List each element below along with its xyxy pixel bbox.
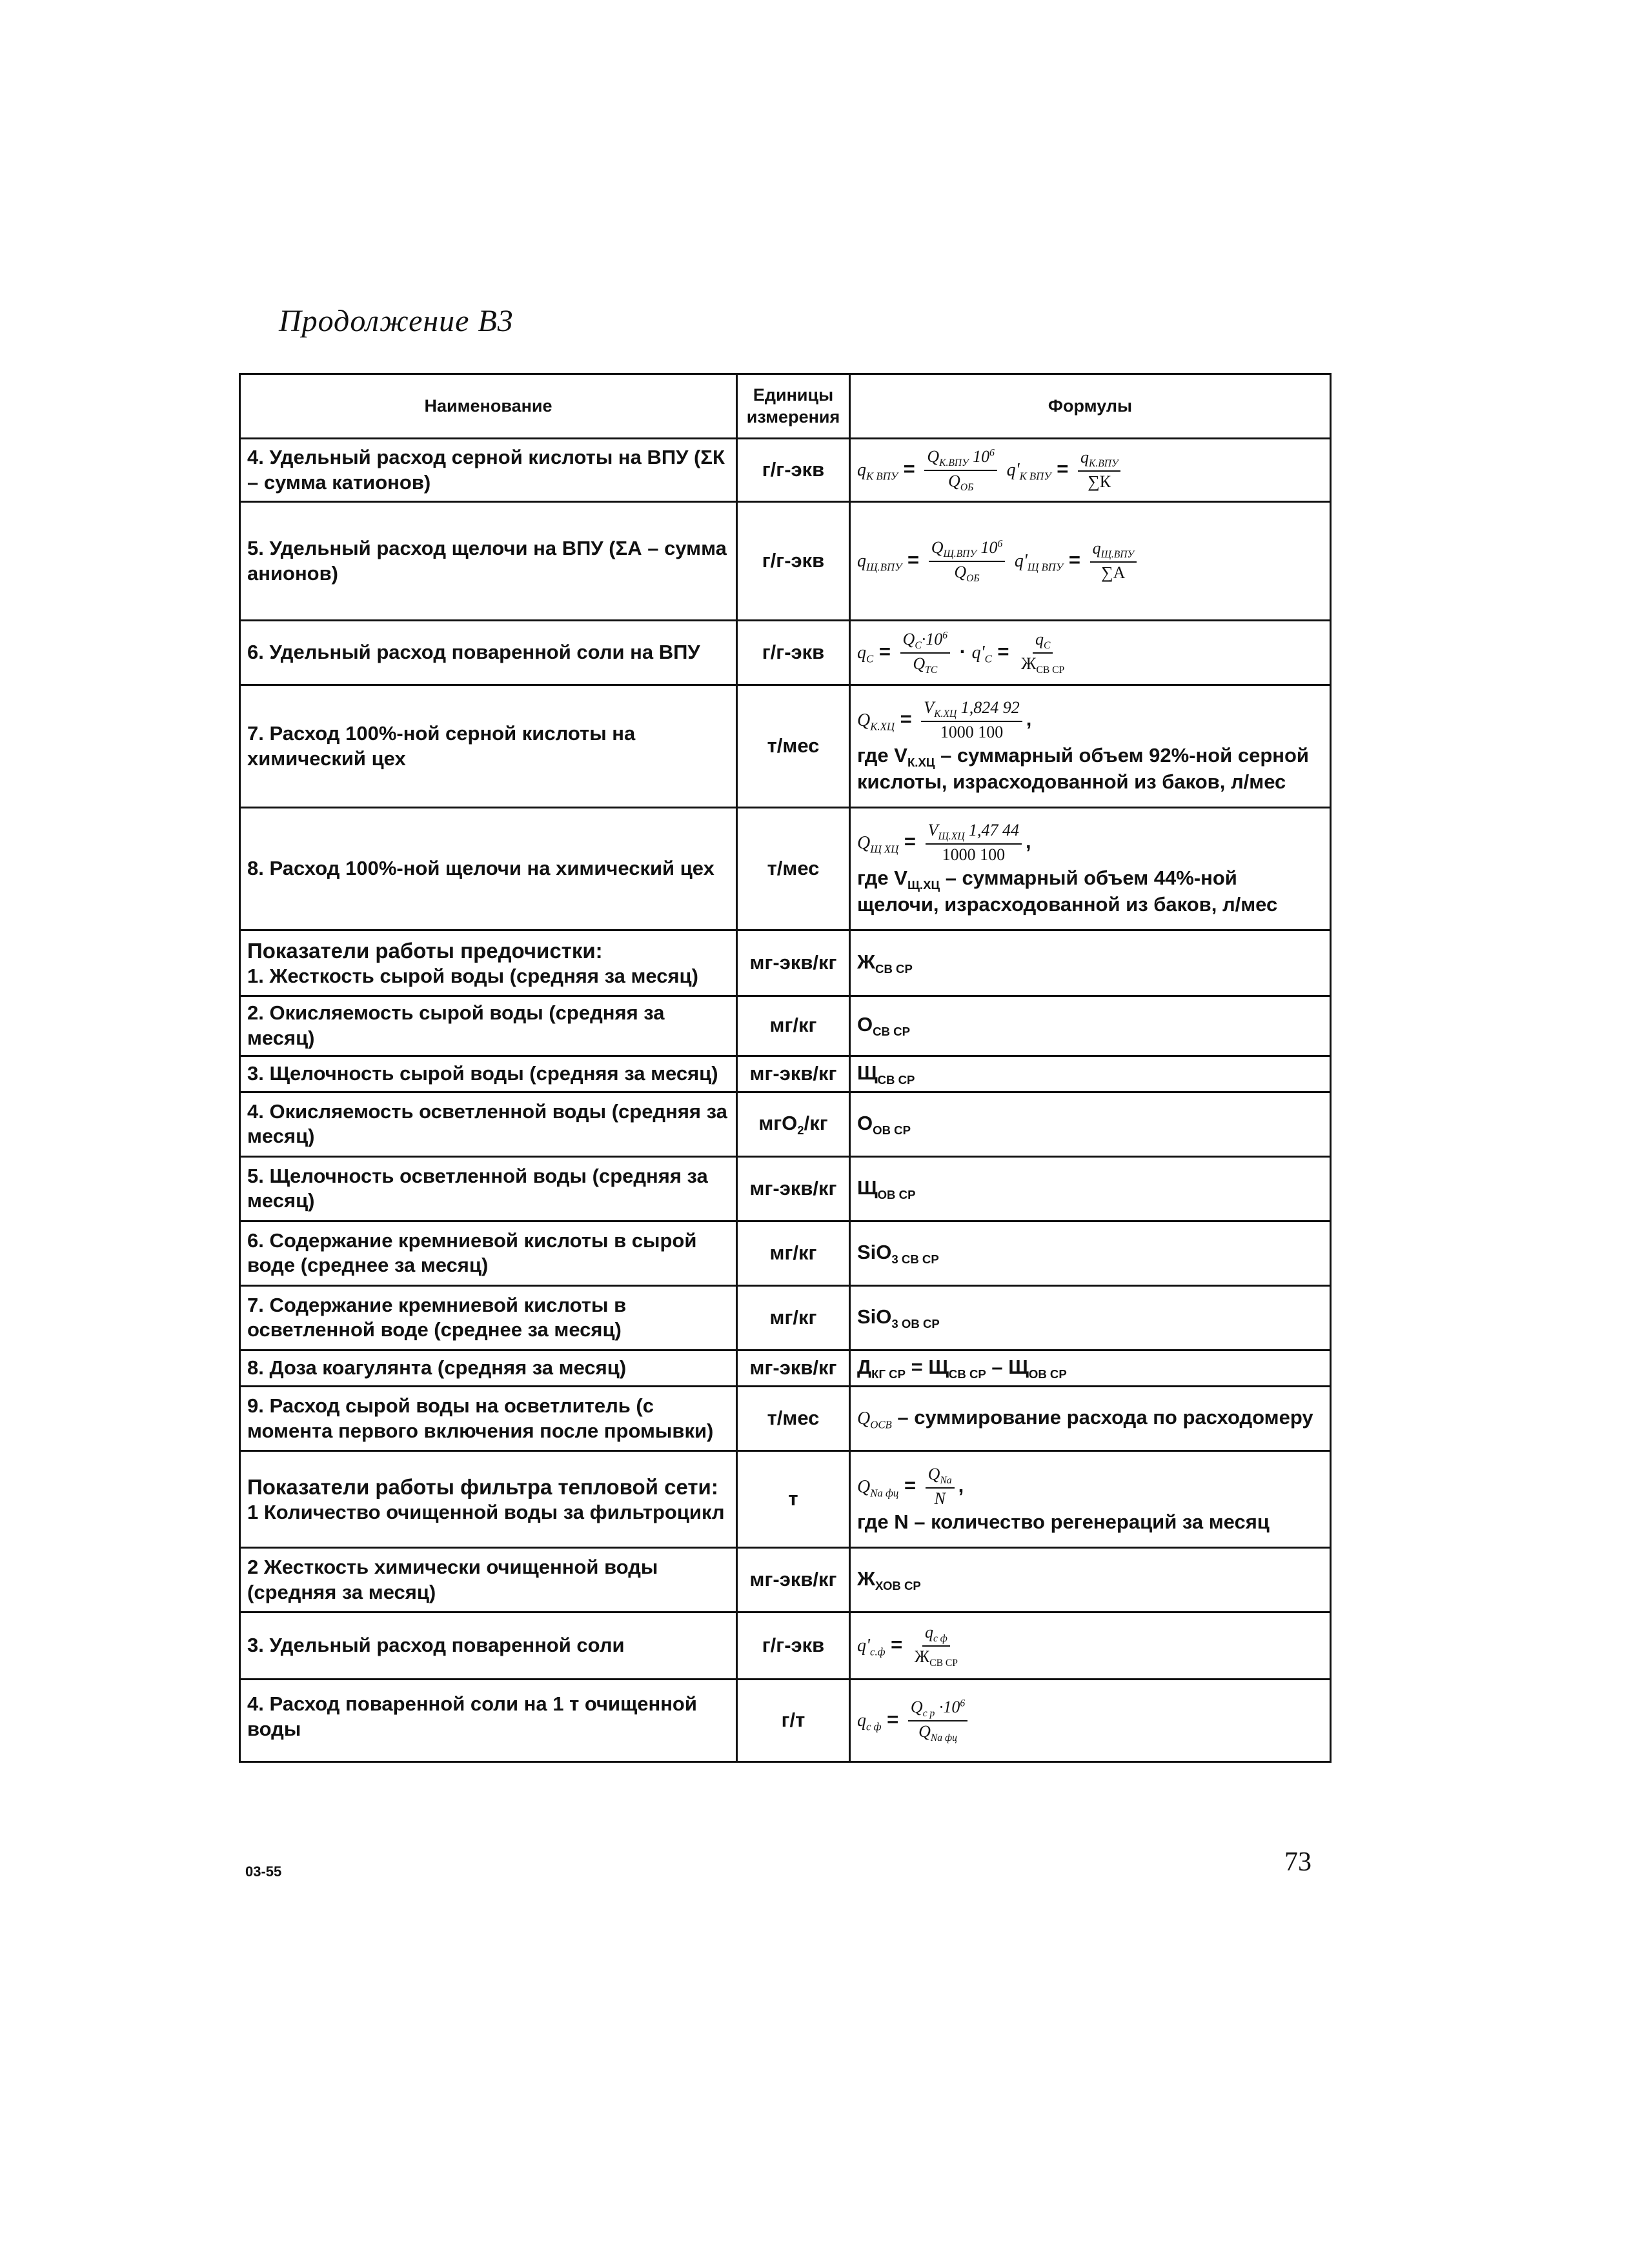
row-unit: мг-экв/кг	[737, 1156, 850, 1221]
section-title: Показатели работы предочистки:	[247, 938, 603, 963]
table-row	[240, 502, 1331, 621]
row-unit: г/т	[737, 1680, 850, 1762]
row-unit: мг/кг	[737, 996, 850, 1056]
page-number: 73	[1284, 1847, 1312, 1877]
table-row	[240, 1056, 1331, 1092]
row-name: 3. Щелочность сырой воды (средняя за месяц)	[240, 1056, 737, 1092]
row-formula: $q_С$ = $\frac{Q_С\cdot 10^6}{Q_{ТС}}$ · $q'_С$ = $\frac{q_С}{Ж_{СВ СР}}$	[850, 621, 1331, 685]
table-header-row	[240, 374, 1331, 439]
row-formula: $О_{ОВ СР}$	[850, 1092, 1331, 1156]
row-unit: мгО$_2$/кг	[737, 1092, 850, 1156]
formula-table	[239, 373, 1332, 1763]
row-name: 5. Щелочность осветленной воды (средняя за месяц)	[240, 1156, 737, 1221]
row-name: Показатели работы фильтра тепловой сети: 1 Количество очищенной воды за фильтроцикл	[240, 1451, 737, 1548]
row-formula: $q_{Щ.ВПУ}$ = $\frac{Q_{Щ.ВПУ} 10^6}{Q_{ОБ}}$ $q'_{Щ ВПУ}$ = $\frac{q_{Щ.ВПУ}}{\sum А}$	[850, 502, 1331, 621]
table-row	[240, 1092, 1331, 1156]
row-formula: $Щ_{СВ СР}$	[850, 1056, 1331, 1092]
row-name: 6. Содержание кремниевой кислоты в сырой воде (среднее за месяц)	[240, 1221, 737, 1285]
table-row	[240, 439, 1331, 502]
row-unit: мг/кг	[737, 1221, 850, 1285]
row-unit: мг-экв/кг	[737, 1548, 850, 1612]
table-row	[240, 1612, 1331, 1680]
row-name: 8. Доза коагулянта (средняя за месяц)	[240, 1350, 737, 1386]
row-formula: $q_{с ф}$ = $\frac{Q_{с р} \cdot 10^6}{Q_{Na фц}}$	[850, 1680, 1331, 1762]
row-name: 4. Удельный расход серной кислоты на ВПУ (ΣК – сумма катионов)	[240, 439, 737, 502]
row-unit: г/г-экв	[737, 502, 850, 621]
row-formula: SiO$_{3 СВ СР}$	[850, 1221, 1331, 1285]
document-code: 03-55	[245, 1863, 282, 1880]
row-unit: т	[737, 1451, 850, 1548]
row-name: 4. Окисляемость осветленной воды (средняя за месяц)	[240, 1092, 737, 1156]
page-heading: Продолжение В3	[279, 304, 514, 338]
row-unit: мг-экв/кг	[737, 1350, 850, 1386]
table-row	[240, 1221, 1331, 1285]
row-name: 4. Расход поваренной соли на 1 т очищенной воды	[240, 1680, 737, 1762]
row-unit: г/г-экв	[737, 439, 850, 502]
table-row	[240, 808, 1331, 930]
row-unit: мг/кг	[737, 1285, 850, 1350]
table-row	[240, 1387, 1331, 1451]
row-formula: $q_{К ВПУ}$ = $\frac{Q_{К.ВПУ} 10^6}{Q_{ОБ}}$ $q'_{К ВПУ}$ = $\frac{q_{К.ВПУ}}{\sum К}$	[850, 439, 1331, 502]
row-formula: $Q_{ОСВ}$ – суммирование расхода по расходомеру	[850, 1387, 1331, 1451]
row-name: 2. Окисляемость сырой воды (средняя за месяц)	[240, 996, 737, 1056]
row-unit: г/г-экв	[737, 1612, 850, 1680]
col-header-unit: Единицы измерения	[737, 374, 850, 439]
table-row	[240, 1548, 1331, 1612]
col-header-name: Наименование	[240, 374, 737, 439]
row-formula: $Д_{КГ СР} = Щ_{СВ СР} - Щ_{ОВ СР}$	[850, 1350, 1331, 1386]
row-formula: $Ж_{СВ СР}$	[850, 930, 1331, 996]
row-unit: т/мес	[737, 1387, 850, 1451]
table-row	[240, 1350, 1331, 1386]
row-name: 8. Расход 100%-ной щелочи на химический цех	[240, 808, 737, 930]
table-row	[240, 930, 1331, 996]
row-unit: т/мес	[737, 685, 850, 808]
row-formula: $Q_{Na фц}$ = $\frac{Q_{Na}}{N}$ , где N – количество регенераций за месяц	[850, 1451, 1331, 1548]
table-row	[240, 685, 1331, 808]
row-unit: т/мес	[737, 808, 850, 930]
row-formula: $Щ_{ОВ СР}$	[850, 1156, 1331, 1221]
row-formula: $Q_{Щ ХЦ}$ = $\frac{V_{Щ.ХЦ} 1,47 44}{1000 100}$ , где $V_{Щ.ХЦ}$ – суммарный объем 44%-ной щелочи, израсходованной из баков, л/мес	[850, 808, 1331, 930]
row-name: 6. Удельный расход поваренной соли на ВПУ	[240, 621, 737, 685]
row-formula: SiO$_{3 ОВ СР}$	[850, 1285, 1331, 1350]
table-row	[240, 1156, 1331, 1221]
row-unit: мг-экв/кг	[737, 1056, 850, 1092]
row-formula: $О_{СВ СР}$	[850, 996, 1331, 1056]
row-formula: $Ж_{ХОВ СР}$	[850, 1548, 1331, 1612]
row-name: 7. Расход 100%-ной серной кислоты на химический цех	[240, 685, 737, 808]
row-name: 5. Удельный расход щелочи на ВПУ (ΣА – сумма анионов)	[240, 502, 737, 621]
table-row	[240, 1680, 1331, 1762]
row-formula: $q'_{с.ф}$ = $\frac{q_{с ф}}{Ж_{СВ СР}}$	[850, 1612, 1331, 1680]
row-name: 7. Содержание кремниевой кислоты в осветленной воде (среднее за месяц)	[240, 1285, 737, 1350]
table-row	[240, 1285, 1331, 1350]
row-name: Показатели работы предочистки: 1. Жесткость сырой воды (средняя за месяц)	[240, 930, 737, 996]
table-row	[240, 1451, 1331, 1548]
table-row	[240, 621, 1331, 685]
row-unit: мг-экв/кг	[737, 930, 850, 996]
row-name: 2 Жесткость химически очищенной воды (средняя за месяц)	[240, 1548, 737, 1612]
row-name: 9. Расход сырой воды на осветлитель (с момента первого включения после промывки)	[240, 1387, 737, 1451]
table-row	[240, 996, 1331, 1056]
row-formula: $Q_{К.ХЦ}$ = $\frac{V_{К.ХЦ} 1,824 92}{1000 100}$ , где $V_{К.ХЦ}$ – суммарный объем 92%-ной серной кислоты, израсходованной из баков, л/мес	[850, 685, 1331, 808]
section-title: Показатели работы фильтра тепловой сети:	[247, 1474, 718, 1499]
col-header-formula: Формулы	[850, 374, 1331, 439]
row-unit: г/г-экв	[737, 621, 850, 685]
row-name: 3. Удельный расход поваренной соли	[240, 1612, 737, 1680]
